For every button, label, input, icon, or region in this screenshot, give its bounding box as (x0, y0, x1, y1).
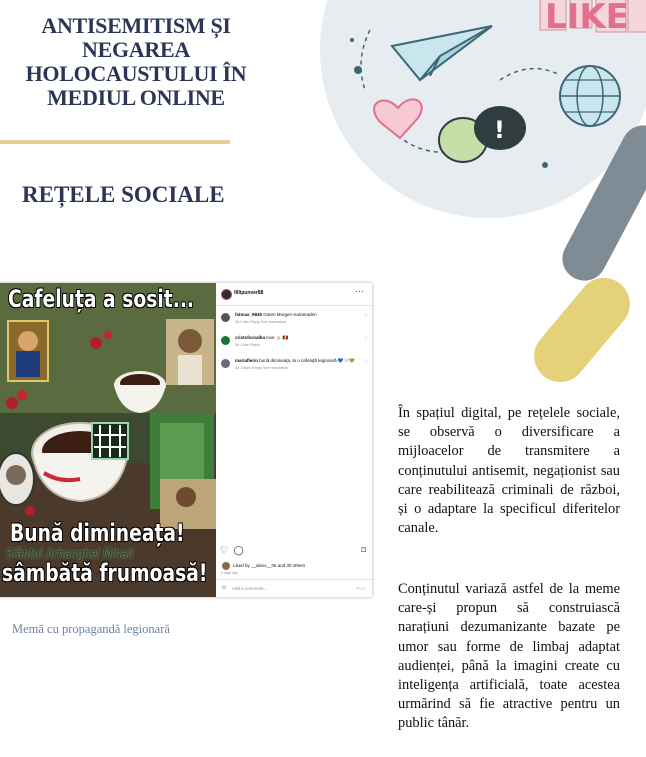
comment-bubble-icon[interactable]: ◯ (233, 545, 244, 555)
comment-meta[interactable]: 3d 1 like Reply (235, 343, 260, 347)
comment-meta[interactable]: 3d 2 likes Reply See translation (235, 366, 289, 370)
comment-meta[interactable]: 3d 1 like Reply See translation (235, 320, 287, 324)
like-heart-icon[interactable]: ♡ (363, 336, 368, 342)
add-comment-input[interactable]: Add a comment... (232, 586, 268, 591)
post-username[interactable]: fillipunver88 (234, 290, 264, 296)
comment-user[interactable]: cristoforoalba (235, 335, 266, 340)
comment-text: love 👍🏻 🇷🇴 (266, 335, 289, 340)
bookmark-icon[interactable]: ⌑ (361, 545, 366, 555)
comment-user[interactable]: mariaflerin (235, 358, 259, 363)
post-header (216, 283, 372, 306)
image-caption: Memă cu propagandă legionară (12, 622, 170, 636)
comment-user[interactable]: fatmax_9845 (235, 312, 263, 317)
globe-icon (560, 66, 620, 126)
add-comment-bar (216, 579, 372, 598)
svg-text:LIKE: LIKE (545, 0, 629, 37)
avatar[interactable] (221, 313, 230, 322)
like-heart-icon[interactable]: ♡ (363, 359, 368, 365)
svg-text:!: ! (494, 116, 505, 144)
avatar[interactable] (221, 289, 232, 300)
like-heart-icon[interactable]: ♡ (363, 313, 368, 319)
more-dots-icon[interactable]: ··· (355, 286, 364, 296)
decorative-yellow-bar (524, 267, 641, 392)
section-heading: REȚELE SOCIALE (22, 182, 225, 207)
paragraph: Conținutul variază astfel de la meme care-și propun să construiască narațiuni dezumanizante bazate pe umor sau forme de limbaj adaptat audienței, până la imagini create cu inteligența artificială, toate acestea urmărind să fie atractive pentru un public tânăr. (398, 581, 620, 732)
comment-item (216, 335, 372, 359)
avatar (222, 562, 230, 570)
title-divider (0, 140, 230, 144)
paragraph: În spațiul digital, pe rețelele sociale, se observă o diversificare a mijloacelor de transmitere a conținutului antisemit, negaționist sau care reabilitează criminali de război, și o adaptare la specificul diferitelor canale. (398, 405, 620, 537)
comment-item (216, 312, 372, 336)
avatar[interactable] (221, 359, 230, 368)
post-date: 3 days ago (221, 571, 239, 575)
meme-bottom-caption: sâmbătă frumoasă! (2, 559, 208, 587)
page-title: ANTISEMITISM ȘI NEGAREA HOLOCAUSTULUI ÎN MEDIUL ONLINE (25, 13, 247, 110)
post-button[interactable]: Post (356, 586, 366, 591)
instagram-panel (216, 283, 372, 597)
meme-middle-caption: Bună dimineața! (10, 519, 185, 547)
avatar[interactable] (221, 336, 230, 345)
like-heart-icon[interactable]: ♡ (220, 545, 229, 555)
comment-text: Guten Morgen Kameraden (263, 312, 317, 317)
meme-small-caption: Sfântul Arhanghel Mihail (6, 547, 134, 562)
like-letters (540, 0, 646, 37)
liked-by-text[interactable]: Liked by __alexx__06 and 30 others (233, 563, 306, 568)
meme-top-caption: Cafeluța a sosit... (8, 285, 195, 313)
comment-text: bună dimineața, la o cafeluță legionară 💙🤍💚 (259, 358, 355, 363)
comment-item (216, 358, 372, 382)
emoji-icon[interactable]: ☺ (221, 585, 228, 591)
instagram-post-screenshot (0, 283, 372, 597)
meme-image (0, 283, 216, 597)
